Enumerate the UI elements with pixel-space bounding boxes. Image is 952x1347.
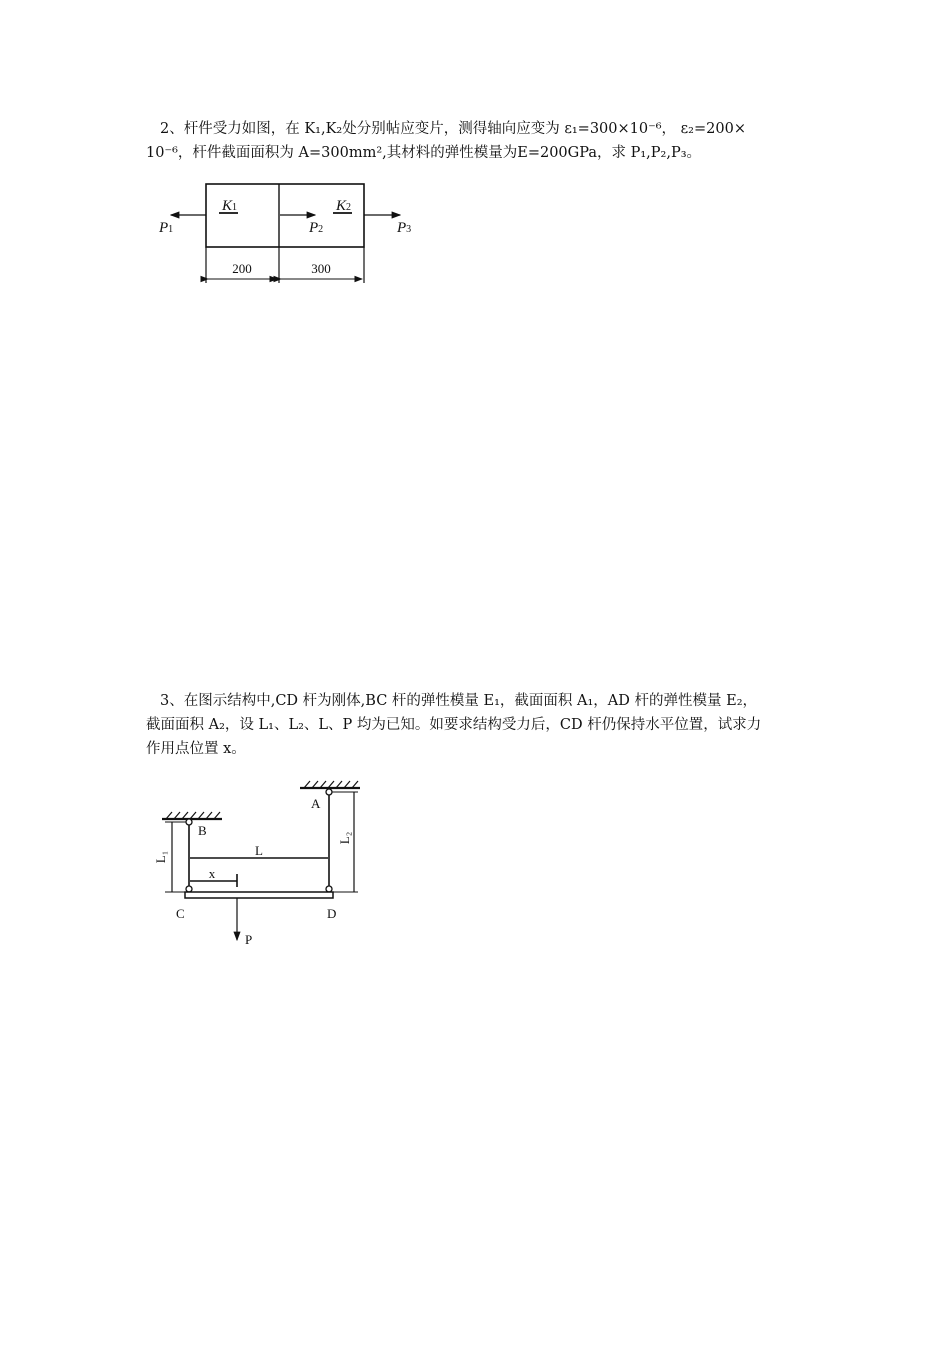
p3-label: P3 [397,220,412,236]
k2-label: K2 [336,198,352,214]
label-c: C [176,906,185,921]
label-l1: L₁ [153,850,168,864]
label-a: A [311,796,321,811]
label-l2: L₂ [337,831,352,845]
rigid-bar-cd [185,892,333,898]
dim-200-label: 200 [232,261,252,276]
question-3-line-3: 作用点位置 x。 [146,741,246,757]
support-b [162,812,222,819]
pin-c [186,886,192,892]
pin-a [326,789,332,795]
question-2-line-2: 10⁻⁶，杆件截面面积为 A=300mm²,其材料的弹性模量为E=200GPa，求 P₁,P₂,P₃。 [146,145,702,161]
question-3-line-2: 截面面积 A₂，设 L₁、L₂、L、P 均为已知。如要求结构受力后，CD 杆仍保持水平位置，试求力 [146,717,762,733]
k1-label: K1 [222,198,238,214]
label-d: D [327,906,337,921]
support-a [300,781,360,788]
question-2-line-1: 2、杆件受力如图，在 K₁,K₂处分别帖应变片，测得轴向应变为 ε₁=300×10⁻⁶， ε₂=200× [160,121,746,137]
dim-300-label: 300 [311,261,331,276]
pin-b [186,819,192,825]
pin-d [326,886,332,892]
question-3-line-1: 3、在图示结构中,CD 杆为刚体,BC 杆的弹性模量 E₁，截面面积 A₁，AD 杆的弹性模量 E₂， [160,693,758,709]
label-l: L [255,843,263,858]
p1-label: P1 [159,220,174,236]
label-x: x [208,866,216,881]
label-p: P [245,932,253,947]
label-b: B [198,823,207,838]
p2-label: P2 [309,220,324,236]
